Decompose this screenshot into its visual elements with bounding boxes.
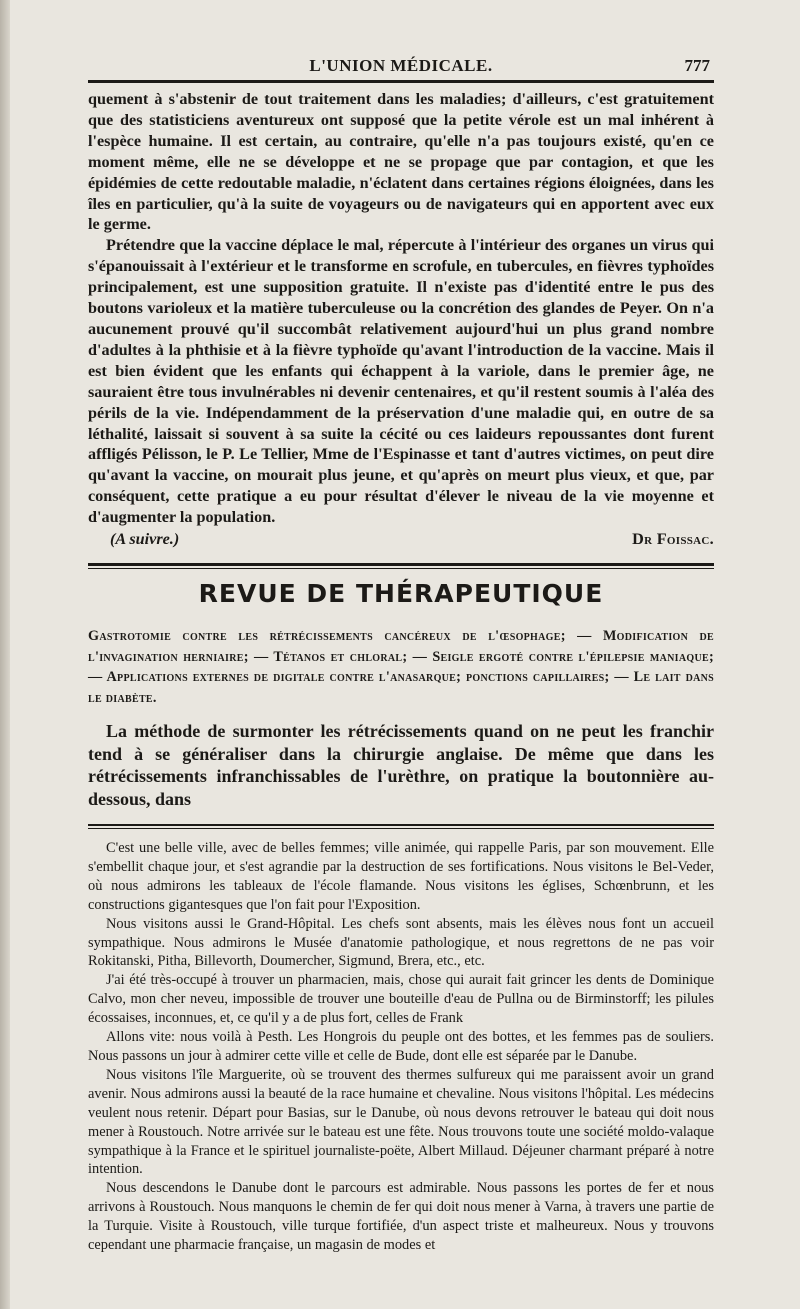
journal-title: L'UNION MÉDICALE.: [309, 56, 493, 75]
to-be-continued: (A suivre.): [110, 530, 180, 549]
section-summary: Gastrotomie contre les rétrécissements cancéreux de l'œsophage; — Modification de l'invagination herniaire; — Tétanos et chloral; — Seigle ergoté contre l'épilepsie maniaque; — Applications externes de digitale contre l'anasarque; ponctions capillaires; — Le lait dans le diabète.: [88, 628, 714, 706]
page-number: 777: [684, 56, 710, 75]
section-intro: La méthode de surmonter les rétrécissements quand on ne peut les franchir tend à se généraliser dans la chirurgie anglaise. De même que dans les rétrécissements infranchissables de l'urèthre, on pratique la boutonnière au-dessous, dans: [88, 721, 714, 809]
divider-thick: [88, 563, 714, 566]
feuilleton-rule: [88, 824, 714, 826]
divider-thin: [88, 568, 714, 569]
article-signoff: [88, 530, 714, 549]
header-rule: [88, 80, 714, 83]
section-divider: [88, 563, 714, 569]
article-paragraph: Prétendre que la vaccine déplace le mal, répercute à l'intérieur des organes un virus qui s'épanouissait à l'extérieur et le transforme en scrofule, en tubercules, en fièvres typhoïdes principalement, est une supposition gratuite. Il n'existe pas d'identité entre le pus des boutons varioleux et la matière tuberculeuse ou la concrétion des glandes de Peyer. On n'a aucunement prouvé qu'il succombât relativement aujourd'hui un plus grand nombre d'adultes à la phthisie et à la fièvre typhoïde qu'avant l'introduction de la vaccine. Mais il est bien évident que les enfants qui échappent à la variole, dans le premier âge, ne sauraient être tous invulnérables ni devenir centenaires, et qu'il restent soumis à l'aléa des périls de la vie. Indépendamment de la préservation d'une maladie qui, en outre de sa léthalité, laissait si souvent à sa suite la cécité ou ces laideurs repoussantes dont furent affligés Pélisson, le P. Le Tellier, Mme de l'Espinasse et tant d'autres victimes, on peut dire qu'avant la vaccine, on mourait plus jeune, et qu'après on meurt plus vieux, et que, par conséquent, cette pratique a eu pour résultat d'élever le niveau de la vie moyenne et d'augmenter la population.: [88, 236, 714, 527]
article-paragraph: quement à s'abstenir de tout traitement dans les maladies; d'ailleurs, c'est gratuitement que des statisticiens aventureux ont supposé que la petite vérole est un mal inhérent à l'espèce humaine. Il est certain, au contraire, qu'elle n'a pas toujours existé, qu'en ce moment même, elle ne se développe et ne se propage que par contagion, et que les épidémies de cette redoutable maladie, n'éclatent dans certaines régions éloignées, dans les îles en particulier, qu'à la suite de voyageurs ou de navigateurs qui en apportent avec eux le germe.: [88, 90, 714, 234]
feuilleton-rule-thin: [88, 828, 714, 829]
feuilleton-paragraph: J'ai été très-occupé à trouver un pharmacien, mais, chose qui aurait fait grincer les dents de Dominique Calvo, mon cher neveu, impossible de trouver une bouteille d'eau de Pullna ou de Birminstorff; les pilules écossaises, inconnues, et, ce qu'il y a de plus fort, celles de Frank: [88, 972, 714, 1027]
author-signature: Dr Foissac.: [632, 530, 714, 549]
feuilleton-paragraph: C'est une belle ville, avec de belles femmes; ville animée, qui rappelle Paris, par son mouvement. Elle s'embellit chaque jour, et s'est agrandie par la destruction de ses fortifications. Nous visitons le Bel-Veder, où nous admirons les tableaux de l'école flamande. Nous visitons les églises, Schœnbrunn, et les constructions gigantesques que l'on fait pour l'Exposition.: [88, 840, 714, 913]
document-page: [88, 48, 714, 1255]
section-title: REVUE DE THÉRAPEUTIQUE: [198, 579, 604, 609]
feuilleton-text: [88, 839, 714, 1255]
feuilleton-paragraph: Allons vite: nous voilà à Pesth. Les Hongrois du peuple ont des bottes, et les femmes pas de souliers. Nous passons un jour à admirer cette ville et celle de Bude, dont elle est séparée par le Danube.: [88, 1029, 714, 1064]
feuilleton-paragraph: Nous descendons le Danube dont le parcours est admirable. Nous passons les portes de fer et nous arrivons à Roustouch. Nous manquons le chemin de fer qui doit nous mener à Varna, à travers une partie de la Turquie. Visite à Roustouch, ville turque fortifiée, d'un aspect triste et malheureux. Nous y trouvons cependant une pharmacie française, un magasin de modes et: [88, 1180, 714, 1254]
feuilleton-paragraph: Nous visitons l'île Marguerite, où se trouvent des thermes sulfureux qui me paraissent avoir un grand avenir. Nous admirons aussi la beauté de la race humaine et chevaline. Nous visitons l'hôpital. Les médecins veulent nous retenir. Départ pour Basias, sur le Danube, où nous devons retrouver le bateau qui doit nous mener à Roustouch. Notre arrivée sur le bateau est une fête. Nous trouvons toute une société moldo-valaque sympathique à la France et le spirituel journaliste-poëte, Albert Millaud. Déjeuner charmant préparé à notre intention.: [88, 1066, 714, 1178]
article-body: [88, 89, 714, 528]
running-header: [88, 48, 714, 78]
page-binding-edge: [0, 0, 10, 1309]
feuilleton-paragraph: Nous visitons aussi le Grand-Hôpital. Les chefs sont absents, mais les élèves nous font un accueil sympathique. Nous admirons le Musée d'anatomie pathologique, et nous regrettons de ne pas voir Rokitanski, Pitha, Billevorth, Doumercher, Sigmund, Brera, etc., etc.: [88, 915, 714, 970]
